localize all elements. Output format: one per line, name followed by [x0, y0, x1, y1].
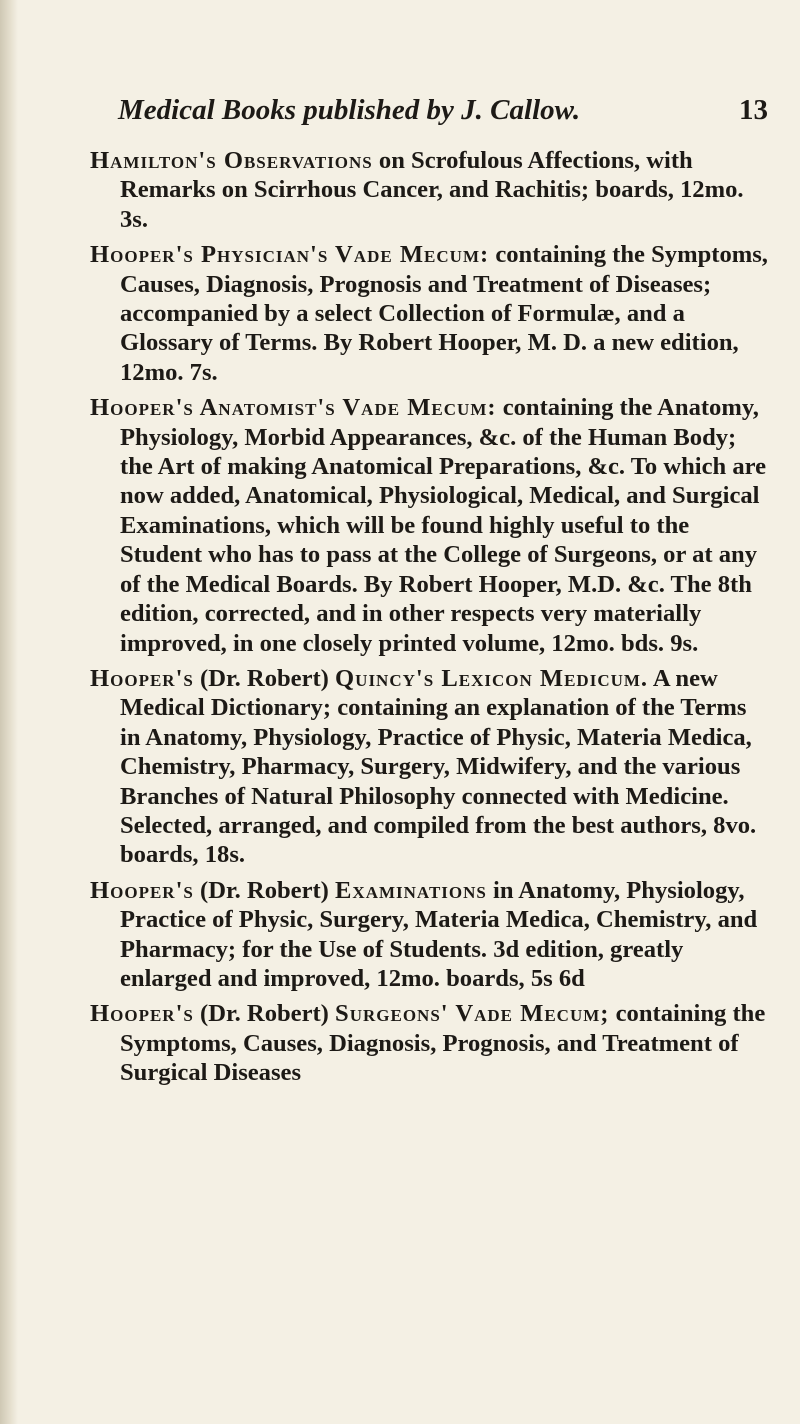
book-entry-hamilton — [90, 146, 770, 234]
entry-text-pre: (Dr. Robert) — [193, 1000, 336, 1028]
entry-heading: Hooper's — [90, 664, 194, 692]
binding-shadow — [0, 0, 18, 1424]
book-entry-hooper-examinations — [90, 876, 770, 994]
entry-heading: Hooper's — [90, 876, 194, 904]
book-list — [90, 146, 770, 1094]
entry-text: on Scrofulous Affections, with Remarks on Scirrhous Cancer, and Rachitis; boards, 12mo. 3s. — [120, 147, 744, 233]
entry-heading: Hooper's Anatomist's Vade Mecum: — [90, 394, 497, 422]
entry-text: A new Medical Dictionary; containing an explanation of the Terms in Anatomy, Physiology, Practice of Physic, Materia Medica, Chemistry, Pharmacy, Surgery, Midwifery, and the various Branches of Natural Philosophy connected with Medicine. Selected, arranged, and compiled from the best authors, 8vo. boards, 18s. — [120, 664, 757, 869]
book-entry-hooper-anatomist — [90, 393, 770, 658]
entry-heading: Hooper's Physician's Vade Mecum: — [90, 241, 490, 269]
book-entry-hooper-lexicon — [90, 664, 770, 870]
entry-heading-secondary: Surgeons' Vade Mecum; — [335, 1000, 610, 1028]
entry-heading-secondary: Quincy's Lexicon Medicum. — [335, 664, 649, 692]
entry-text-pre: (Dr. Robert) — [193, 876, 336, 904]
entry-heading-secondary: Examinations — [335, 876, 487, 904]
book-entry-hooper-surgeons — [90, 999, 770, 1087]
entry-text-pre: (Dr. Robert) — [193, 664, 336, 692]
entry-text: containing the Symptoms, Causes, Diagnosis, Prognosis, and Treatment of Surgical Diseases — [120, 1000, 766, 1087]
entry-heading: Hamilton's Observations — [90, 147, 373, 174]
page-number: 13 — [739, 94, 768, 126]
running-header — [118, 94, 768, 138]
running-title: Medical Books published by J. Callow. — [118, 94, 581, 126]
entry-text: containing the Symptoms, Causes, Diagnosis, Prognosis and Treatment of Diseases; accompanied by a select Collection of Formulæ, and a Glossary of Terms. By Robert Hooper, M. D. a new edition, 12mo. 7s. — [120, 241, 768, 386]
entry-text: containing the Anatomy, Physiology, Morbid Appearances, &c. of the Human Body; the Art of making Anatomical Preparations, &c. To which are now added, Anatomical, Physiological, Medical, and Surgical Examinations, which will be found highly useful to the Student who has to pass at the College of Surgeons, or at any of the Medical Boards. By Robert Hooper, M.D. &c. The 8th edition, corrected, and in other respects very materially improved, in one closely printed volume, 12mo. bds. 9s. — [120, 394, 767, 657]
entry-text: in Anatomy, Physiology, Practice of Physic, Surgery, Materia Medica, Chemistry, and Pharmacy; for the Use of Students. 3d edition, greatly enlarged and improved, 12mo. boards, 5s 6d — [120, 876, 758, 992]
entry-heading: Hooper's — [90, 1000, 194, 1028]
book-entry-hooper-physician — [90, 240, 770, 387]
